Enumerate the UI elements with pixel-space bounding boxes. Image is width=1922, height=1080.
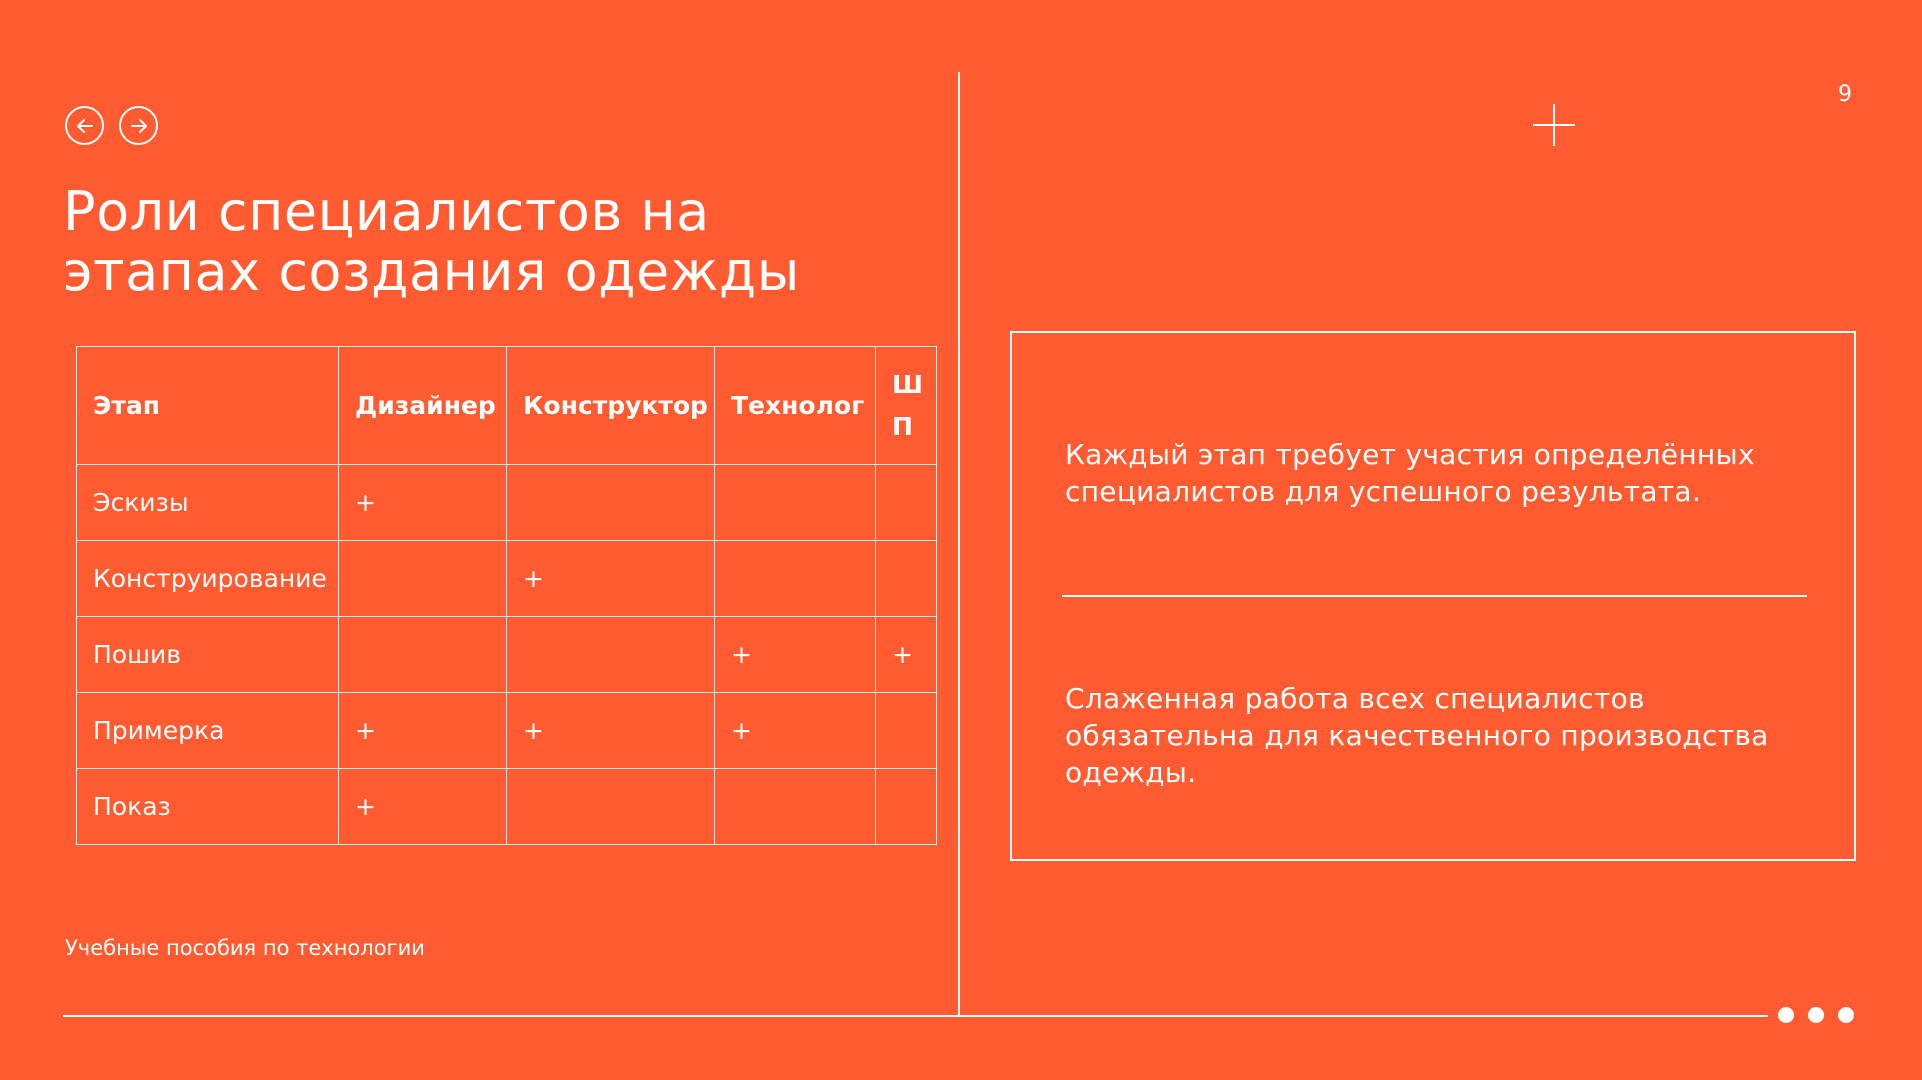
header-cell: Этап [77, 347, 339, 465]
table-cell [876, 769, 937, 845]
arrow-left-icon [72, 113, 98, 139]
table-row [77, 617, 937, 693]
table-cell: + [339, 693, 507, 769]
dot-icon [1808, 1007, 1824, 1023]
table-cell: Эскизы [77, 465, 339, 541]
roles-table-container [76, 346, 923, 850]
table-cell: + [339, 465, 507, 541]
table-cell: + [715, 617, 876, 693]
table-cell [507, 769, 715, 845]
table-cell: + [715, 693, 876, 769]
table-cell: + [507, 541, 715, 617]
table-row [77, 465, 937, 541]
table-cell [876, 465, 937, 541]
header-cell: Ш П [876, 347, 937, 465]
info-box [1010, 331, 1856, 861]
table-cell [715, 769, 876, 845]
arrow-right-icon [126, 113, 152, 139]
prev-slide-button[interactable] [65, 106, 104, 145]
header-cell: Технолог [715, 347, 876, 465]
dots-decoration [1778, 1007, 1854, 1023]
table-cell [876, 541, 937, 617]
table-cell [339, 541, 507, 617]
next-slide-button[interactable] [119, 106, 158, 145]
slide-title: Роли специалистов на этапах создания одежды [63, 180, 800, 303]
bottom-divider [63, 1015, 1768, 1017]
page-number: 9 [1838, 82, 1852, 107]
table-cell [339, 617, 507, 693]
info-text-2: Слаженная работа всех специалистов обязательна для качественного производства одежды. [1065, 682, 1769, 789]
table-row [77, 769, 937, 845]
header-cell: Дизайнер [339, 347, 507, 465]
table-header-row [77, 347, 937, 465]
table-cell [715, 465, 876, 541]
table-cell: + [339, 769, 507, 845]
info-text-1: Каждый этап требует участия определённых специалистов для успешного результата. [1065, 438, 1755, 508]
table-row [77, 541, 937, 617]
table-cell: Конструирование [77, 541, 339, 617]
table-cell: Примерка [77, 693, 339, 769]
table-cell [507, 617, 715, 693]
table-cell [507, 465, 715, 541]
table-cell: Показ [77, 769, 339, 845]
table-cell: Пошив [77, 617, 339, 693]
table-row [77, 693, 937, 769]
table-cell: + [876, 617, 937, 693]
table-cell [715, 541, 876, 617]
footer-text: Учебные пособия по технологии [65, 936, 425, 960]
info-divider [1062, 595, 1807, 597]
table-cell [876, 693, 937, 769]
table-cell: + [507, 693, 715, 769]
vertical-divider [958, 72, 960, 1016]
dot-icon [1778, 1007, 1794, 1023]
header-cell: Конструктор [507, 347, 715, 465]
plus-icon [1532, 103, 1576, 147]
dot-icon [1838, 1007, 1854, 1023]
roles-table [76, 346, 937, 845]
